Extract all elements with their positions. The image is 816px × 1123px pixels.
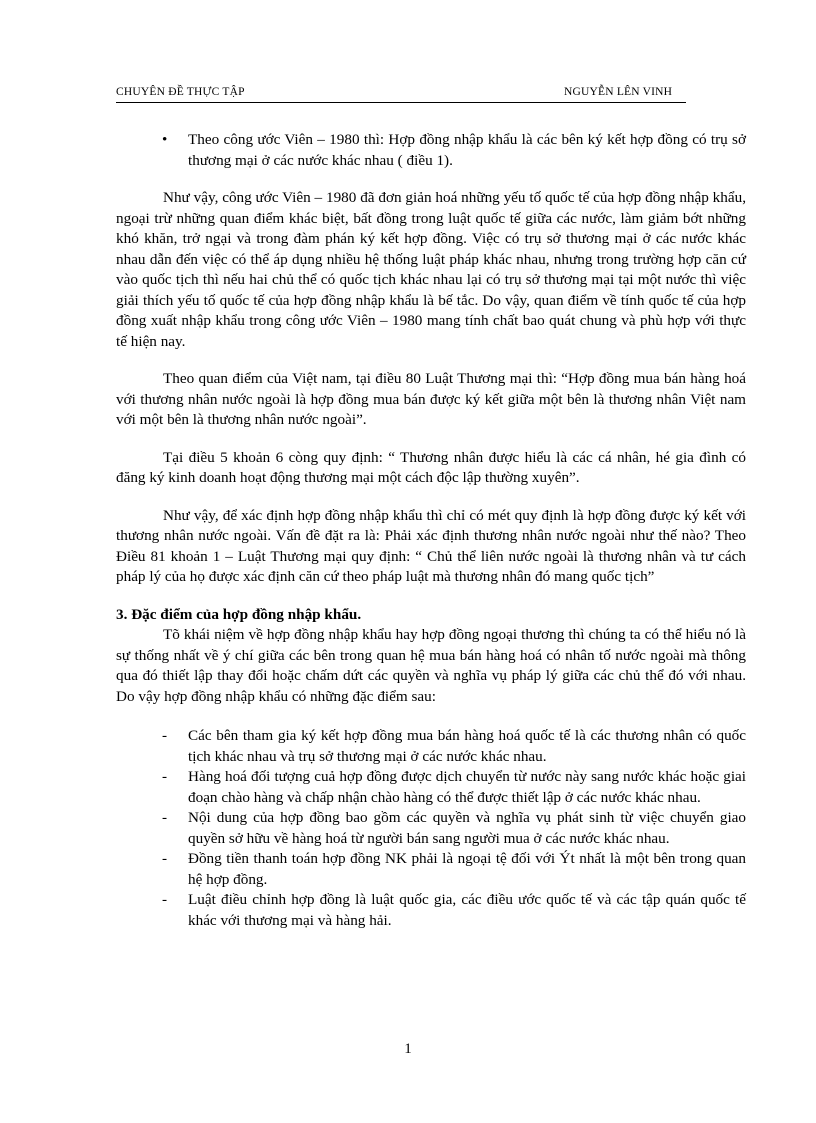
list-item-text: Hàng hoá đối tượng cuả hợp đồng được dịch chuyển từ nước này sang nước khác hoặc giai đoạn chào hàng và chấp nhận chào hàng có thể được thiết lập ở các nước khác nhau. bbox=[188, 768, 746, 806]
list-item-text: Đồng tiền thanh toán hợp đồng NK phải là ngoại tệ đối với Ýt nhất là một bên trong quan hệ hợp đồng. bbox=[188, 850, 746, 888]
page-header bbox=[116, 86, 686, 103]
dash-marker: - bbox=[162, 768, 168, 785]
bullet-item bbox=[116, 130, 746, 171]
dash-marker: - bbox=[162, 891, 168, 908]
paragraph: Như vậy, để xác định hợp đồng nhập khẩu thì chỉ có mét quy định là hợp đồng được ký kết với thương nhân nước ngoài. Vấn đề đặt ra là: Phải xác định thương nhân nước ngoài như thế nào? Theo Điều 81 khoản 1 – Luật Thương mại quy định: “ Chủ thể liên nước ngoài là thương nhân và tư cách pháp lý của họ được xác định căn cứ theo pháp luật mà thương nhân đó mang quốc tịch” bbox=[116, 506, 746, 585]
feature-list bbox=[116, 726, 746, 931]
paragraph: Theo quan điểm của Việt nam, tại điều 80 Luật Thương mại thì: “Hợp đồng mua bán hàng hoá với thương nhân nước ngoài là hợp đồng mua bán được ký kết giữa một bên là thương nhân Việt nam với một bên là thương nhân nước ngoài”. bbox=[116, 370, 746, 428]
list-item-text: Các bên tham gia ký kết hợp đồng mua bán hàng hoá quốc tế là các thương nhân có quốc tịch khác nhau và trụ sở thương mại ở các nước khác nhau. bbox=[188, 727, 746, 765]
bullet-icon: • bbox=[162, 131, 168, 148]
section-intro: Tõ khái niệm về hợp đồng nhập khẩu hay hợp đồng ngoại thương thì chúng ta có thể hiểu nó là sự thống nhất về ý chí giữa các bên trong quan hệ mua bán hàng hoá có nhân tố nước ngoài mà thông qua đó thiết lập thay đổi hoặc chấm dứt các quyền và nghĩa vụ pháp lý giữa các chủ thể đó với nhau. Do vậy hợp đồng nhập khẩu có những đặc điểm sau: bbox=[116, 626, 746, 705]
dash-marker: - bbox=[162, 809, 168, 826]
header-left-title: CHUYÊN ĐỀ THỰC TẬP bbox=[116, 86, 245, 98]
list-item bbox=[116, 726, 746, 767]
list-item bbox=[116, 808, 746, 849]
bullet-text: Theo công ước Viên – 1980 thì: Hợp đồng nhập khẩu là các bên ký kết hợp đồng có trụ sở thương mại ở các nước khác nhau ( điều 1). bbox=[188, 131, 746, 169]
list-item-text: Luật điều chỉnh hợp đồng là luật quốc gia, các điều ước quốc tế và các tập quán quốc tế khác với thương mại và hàng hải. bbox=[188, 891, 746, 929]
paragraph: Tại điều 5 khoản 6 còng quy định: “ Thương nhân được hiểu là các cá nhân, hé gia đình có đăng ký kinh doanh hoạt động thương mại một cách độc lập thường xuyên”. bbox=[116, 448, 746, 486]
list-item bbox=[116, 890, 746, 931]
page-body bbox=[116, 130, 746, 931]
page-number: 1 bbox=[404, 1041, 412, 1057]
list-item bbox=[116, 767, 746, 808]
list-item bbox=[116, 849, 746, 890]
dash-marker: - bbox=[162, 727, 168, 744]
list-item-text: Nội dung của hợp đồng bao gồm các quyền và nghĩa vụ phát sinh từ việc chuyển giao quyền sở hữu về hàng hoá từ người bán sang người mua ở các nước khác nhau. bbox=[188, 809, 746, 847]
section-heading: 3. Đặc điểm của hợp đồng nhập khẩu. bbox=[116, 605, 362, 623]
paragraph: Như vậy, công ước Viên – 1980 đã đơn giản hoá những yếu tố quốc tế của hợp đồng nhập khẩu, ngoại trừ những quan điểm khác biệt, bất đồng trong luật quốc tế giữa các nước, làm giảm bớt những khó khăn, trở ngại và trong đàm phán ký kết hợp đồng. Việc có trụ sở thương mại ở các nước khác nhau dẫn đến việc có thể áp dụng nhiều hệ thống luật pháp khác nhau, nhưng trong trường hợp căn cứ vào quốc tịch thì nếu hai chủ thể có quốc tịch khác nhau lại có trụ sở thương mại tại một nước thì việc giải thích yếu tố quốc tế của hợp đồng nhập khẩu là bế tắc. Do vậy, quan điểm về tính quốc tế của hợp đồng xuất nhập khẩu trong công ước Viên – 1980 mang tính chất bao quát chung và phù hợp với thực tế hiện nay. bbox=[116, 189, 746, 350]
dash-marker: - bbox=[162, 850, 168, 867]
header-author: NGUYỄN LÊN VINH bbox=[564, 86, 673, 98]
